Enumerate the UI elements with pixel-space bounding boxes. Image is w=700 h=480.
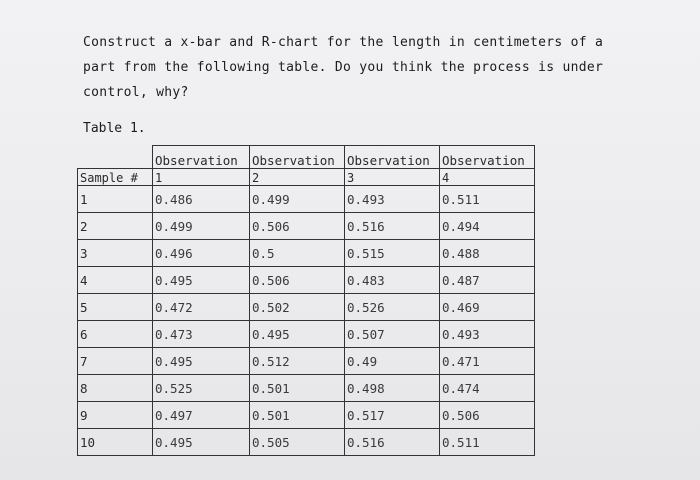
data-table: [77, 145, 535, 456]
observation-value-cell: 0.493: [345, 186, 440, 213]
sample-number-cell: 1: [78, 186, 153, 213]
header-row: [78, 146, 535, 169]
observation-value-cell: 0.499: [250, 186, 345, 213]
observation-value-cell: 0.506: [250, 267, 345, 294]
observation-value-cell: 0.505: [250, 429, 345, 456]
table-row: [78, 213, 535, 240]
header-observation-4: Observation: [440, 146, 535, 169]
question-line-3: control, why?: [83, 85, 189, 100]
header-corner-cell: [78, 146, 153, 169]
observation-value-cell: 0.507: [345, 321, 440, 348]
observation-value-cell: 0.495: [153, 348, 250, 375]
observation-value-cell: 0.516: [345, 429, 440, 456]
observation-value-cell: 0.501: [250, 402, 345, 429]
observation-value-cell: 0.496: [153, 240, 250, 267]
observation-value-cell: 0.495: [250, 321, 345, 348]
observation-value-cell: 0.488: [440, 240, 535, 267]
sample-number-cell: 7: [78, 348, 153, 375]
sample-number-cell: 6: [78, 321, 153, 348]
observation-value-cell: 0.472: [153, 294, 250, 321]
observation-value-cell: 0.516: [345, 213, 440, 240]
observation-value-cell: 0.473: [153, 321, 250, 348]
observation-value-cell: 0.517: [345, 402, 440, 429]
observation-value-cell: 0.499: [153, 213, 250, 240]
sample-number-cell: 2: [78, 213, 153, 240]
table-row: [78, 348, 535, 375]
header-observation-number: 2: [250, 169, 345, 186]
table-row: [78, 267, 535, 294]
header-row-numbers: [78, 169, 535, 186]
header-observation-2: Observation: [250, 146, 345, 169]
observation-value-cell: 0.511: [440, 186, 535, 213]
observation-value-cell: 0.49: [345, 348, 440, 375]
table-row: [78, 186, 535, 213]
table-row: [78, 402, 535, 429]
header-observation-3: Observation: [345, 146, 440, 169]
question-line-2: part from the following table. Do you think the process is under: [83, 60, 604, 75]
observation-value-cell: 0.487: [440, 267, 535, 294]
header-observation-number: 3: [345, 169, 440, 186]
observation-value-cell: 0.506: [250, 213, 345, 240]
observation-value-cell: 0.486: [153, 186, 250, 213]
sample-number-cell: 4: [78, 267, 153, 294]
observation-value-cell: 0.506: [440, 402, 535, 429]
header-observation-number: 1: [153, 169, 250, 186]
observation-value-cell: 0.501: [250, 375, 345, 402]
question-text: [83, 30, 623, 105]
table-row: [78, 294, 535, 321]
sample-number-cell: 9: [78, 402, 153, 429]
observation-value-cell: 0.469: [440, 294, 535, 321]
observation-value-cell: 0.5: [250, 240, 345, 267]
table-row: [78, 375, 535, 402]
observation-value-cell: 0.511: [440, 429, 535, 456]
sample-number-cell: 8: [78, 375, 153, 402]
table-row: [78, 429, 535, 456]
observation-value-cell: 0.526: [345, 294, 440, 321]
observation-value-cell: 0.515: [345, 240, 440, 267]
observation-value-cell: 0.483: [345, 267, 440, 294]
header-observation-number: 4: [440, 169, 535, 186]
header-sample-label: Sample #: [78, 169, 153, 186]
sample-number-cell: 3: [78, 240, 153, 267]
observation-value-cell: 0.525: [153, 375, 250, 402]
observation-value-cell: 0.502: [250, 294, 345, 321]
observation-value-cell: 0.493: [440, 321, 535, 348]
observation-value-cell: 0.494: [440, 213, 535, 240]
observation-value-cell: 0.495: [153, 429, 250, 456]
observation-value-cell: 0.512: [250, 348, 345, 375]
observation-value-cell: 0.497: [153, 402, 250, 429]
observation-value-cell: 0.474: [440, 375, 535, 402]
observation-value-cell: 0.498: [345, 375, 440, 402]
observation-value-cell: 0.495: [153, 267, 250, 294]
table-row: [78, 321, 535, 348]
header-observation-1: Observation: [153, 146, 250, 169]
table-caption: Table 1.: [83, 121, 146, 136]
observation-value-cell: 0.471: [440, 348, 535, 375]
sample-number-cell: 5: [78, 294, 153, 321]
sample-number-cell: 10: [78, 429, 153, 456]
table-row: [78, 240, 535, 267]
question-line-1: Construct a x-bar and R-chart for the length in centimeters of a: [83, 35, 604, 50]
